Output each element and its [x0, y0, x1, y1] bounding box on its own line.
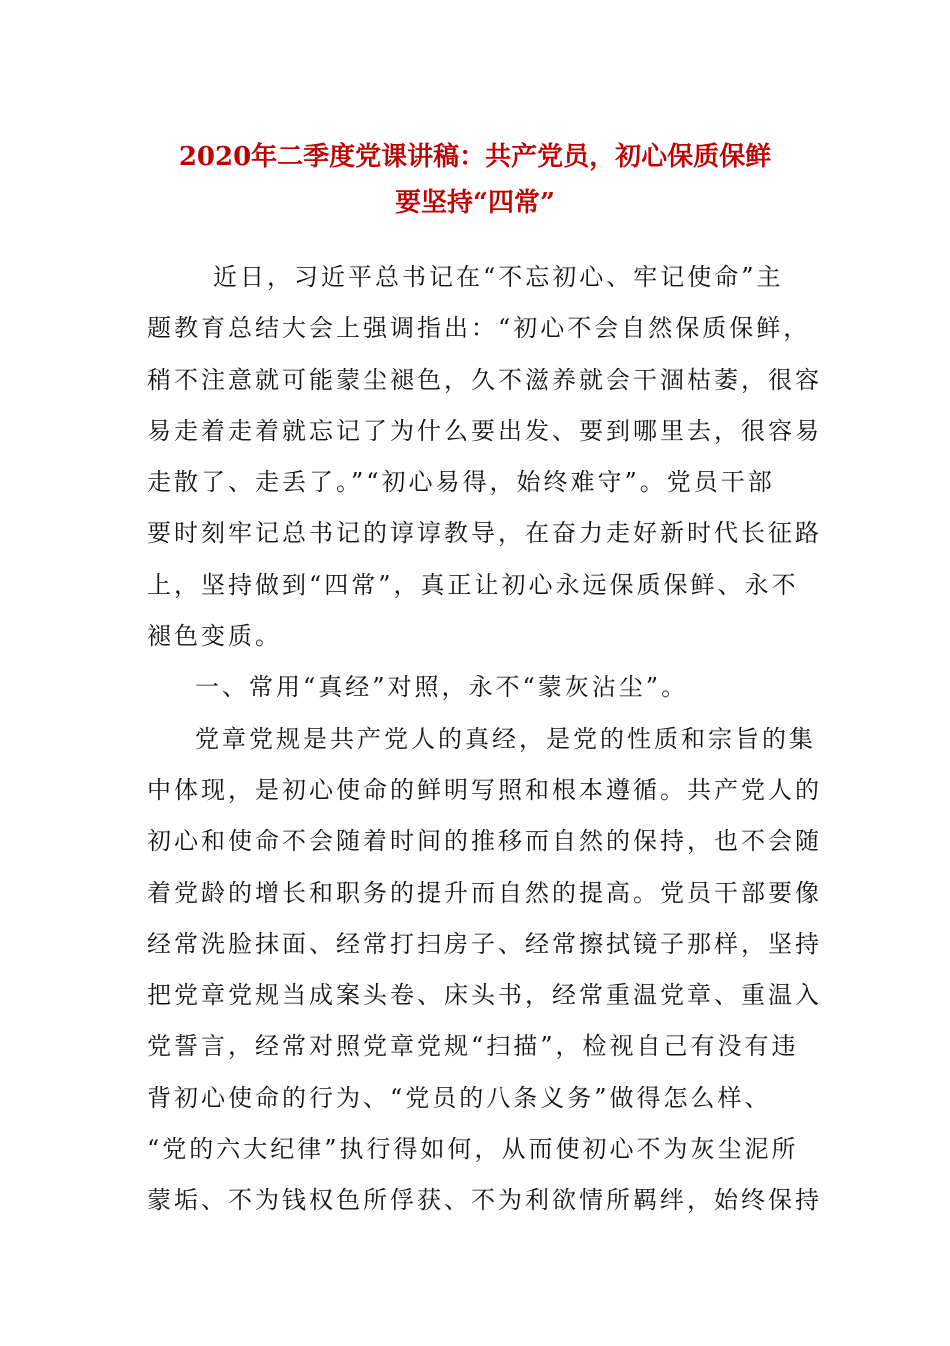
body-line: 蒙垢、不为钱权色所俘获、不为利欲情所羁绊，始终保持	[147, 1186, 822, 1215]
body-line: 着党龄的增长和职务的提升而自然的提高。党员干部要像	[147, 878, 822, 907]
body-line: 褪色变质。	[147, 622, 282, 651]
document-title-line-2: 要坚持“四常”	[395, 188, 555, 218]
document-title-line-1: 2020年二季度党课讲稿：共产党员，初心保质保鲜	[178, 142, 772, 172]
body-line: 要时刻牢记总书记的谆谆教导，在奋力走好新时代长征路	[147, 519, 822, 548]
body-line: 上，坚持做到“四常”，真正让初心永远保质保鲜、永不	[147, 570, 799, 599]
body-line: 党誓言，经常对照党章党规“扫描”，检视自己有没有违	[147, 1032, 799, 1061]
body-line: 稍不注意就可能蒙尘褪色，久不滋养就会干涸枯萎，很容	[147, 365, 822, 394]
body-line: 易走着走着就忘记了为什么要出发、要到哪里去，很容易	[147, 416, 822, 445]
body-line: 题教育总结大会上强调指出：“初心不会自然保质保鲜，	[147, 314, 811, 343]
body-line: 背初心使命的行为、“党员的八条义务”做得怎么样、	[147, 1083, 772, 1112]
body-line: 把党章党规当成案头卷、床头书，经常重温党章、重温入	[147, 981, 822, 1010]
body-line: “党的六大纪律”执行得如何，从而使初心不为灰尘泥所	[147, 1135, 799, 1164]
body-line: 经常洗脸抹面、经常打扫房子、经常擦拭镜子那样，坚持	[147, 929, 822, 958]
document-body	[147, 252, 822, 1227]
section-heading: 一、常用“真经”对照，永不“蒙灰沾尘”。	[195, 673, 689, 702]
body-line: 走散了、走丢了。”“初心易得，始终难守”。党员干部	[147, 468, 775, 497]
body-line: 近日，习近平总书记在“不忘初心、牢记使命”主	[213, 263, 784, 291]
body-line: 中体现，是初心使命的鲜明写照和根本遵循。共产党人的	[147, 775, 822, 804]
body-line: 党章党规是共产党人的真经，是党的性质和宗旨的集	[195, 724, 816, 753]
body-line: 初心和使命不会随着时间的推移而自然的保持，也不会随	[147, 827, 822, 856]
